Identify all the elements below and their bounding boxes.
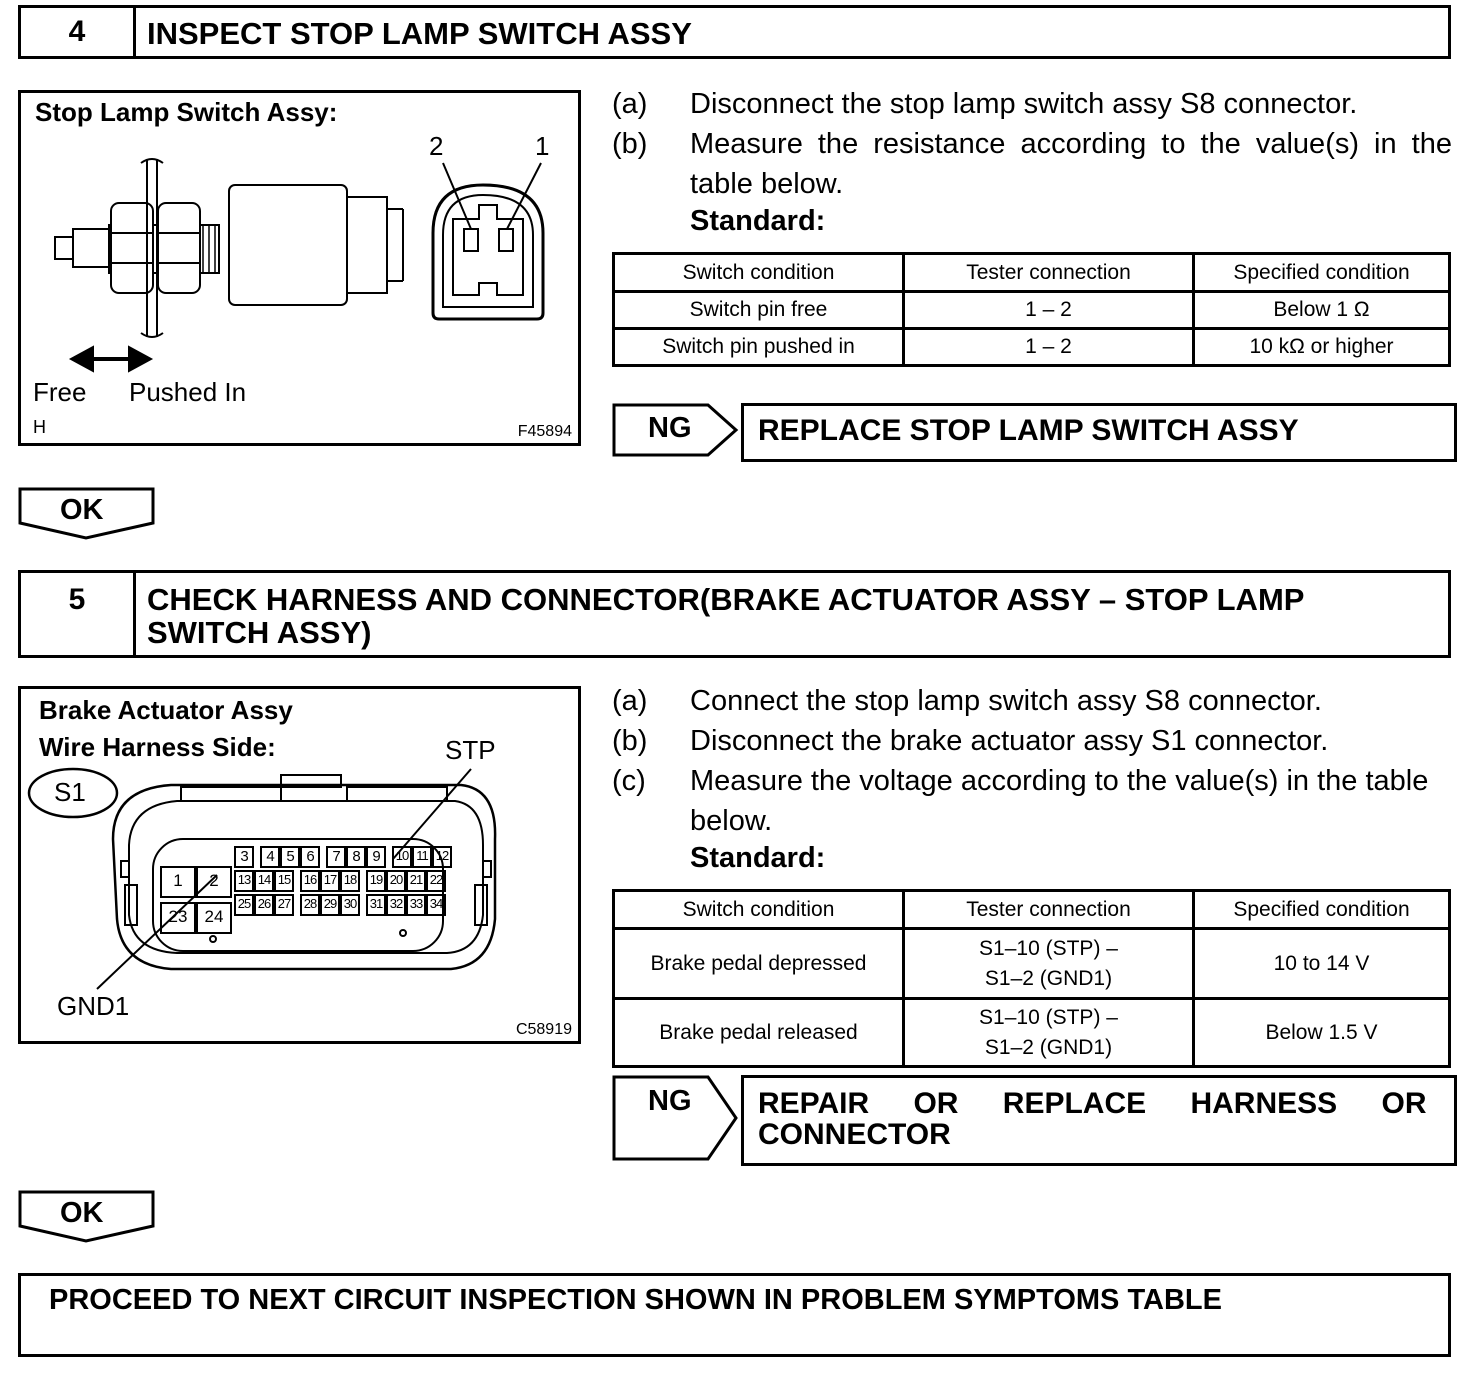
- pin-number: 7: [332, 848, 340, 865]
- table-header: Tester connection: [904, 891, 1194, 929]
- step4-b: (b) Measure the resistance according to the value(s) in the table below.: [612, 128, 1452, 200]
- step5-standard-label: Standard:: [690, 842, 826, 874]
- table-header: Specified condition: [1194, 891, 1450, 929]
- pushed-in-label: Pushed In: [129, 377, 247, 407]
- pin-number: 20: [389, 872, 403, 887]
- step4-ok-label: OK: [60, 494, 104, 526]
- stp-label: STP: [445, 735, 496, 765]
- table-header: Switch condition: [614, 254, 904, 292]
- pin-number: 12: [435, 848, 449, 863]
- pin-number: 27: [277, 896, 291, 911]
- pin-number: 6: [306, 848, 314, 865]
- step4-header: [18, 5, 1451, 59]
- pin-number: 4: [266, 848, 274, 865]
- pin-number: 15: [277, 872, 291, 887]
- step5-ng-action-line1: REPAIR OR REPLACE HARNESS OR: [758, 1087, 1427, 1120]
- step5-a: (a) Connect the stop lamp switch assy S8 connector.: [612, 685, 1322, 717]
- pin-number: 9: [372, 848, 380, 865]
- pin-number: 17: [323, 872, 337, 887]
- table-row: Brake pedal depressed S1–10 (STP) – S1–2 (GND1) 10 to 14 V: [614, 929, 1450, 999]
- step5-title-line1: CHECK HARNESS AND CONNECTOR(BRAKE ACTUATOR ASSY – STOP LAMP: [147, 582, 1305, 617]
- pin-number: 11: [416, 848, 428, 863]
- table-header: Specified condition: [1194, 254, 1450, 292]
- table-row: Switch pin pushed in 1 – 2 10 kΩ or higher: [614, 329, 1450, 366]
- step4-number: 4: [21, 8, 136, 56]
- pin-number: 19: [369, 872, 383, 887]
- step5-header: [18, 570, 1451, 658]
- corner-mark: H: [33, 417, 46, 437]
- figure-title-line2: Wire Harness Side:: [39, 732, 276, 762]
- pin-number: 34: [429, 896, 443, 911]
- step5-title-line2: SWITCH ASSY): [147, 615, 372, 650]
- pin-number: 18: [343, 872, 357, 887]
- pin-number: 5: [286, 848, 294, 865]
- table-row: Brake pedal released S1–10 (STP) – S1–2 (GND1) Below 1.5 V: [614, 999, 1450, 1067]
- pin-number: 2: [209, 871, 219, 890]
- step5-c: (c) Measure the voltage according to the value(s) in the table below.: [612, 765, 1429, 837]
- figure-code: F45894: [517, 423, 572, 440]
- step5-ng-action-box: [741, 1075, 1457, 1166]
- table-header: Switch condition: [614, 891, 904, 929]
- brake-actuator-figure: [18, 686, 581, 1044]
- step5-spec-table: [612, 889, 1451, 1068]
- step4-title: INSPECT STOP LAMP SWITCH ASSY: [147, 16, 692, 51]
- pin-number: 24: [204, 907, 224, 926]
- pin-number: 25: [237, 896, 251, 911]
- pin-1-label: 1: [535, 131, 550, 161]
- stop-lamp-switch-figure: [18, 90, 581, 446]
- step5-ng-label: NG: [648, 1085, 692, 1117]
- step4-standard-label: Standard:: [690, 205, 826, 237]
- free-label: Free: [33, 377, 87, 407]
- stop-lamp-switch-drawing: [21, 93, 578, 443]
- pin-number: 14: [257, 872, 271, 887]
- pin-number: 16: [303, 872, 317, 887]
- pin-number: 10: [395, 848, 409, 863]
- step4-ng-label: NG: [648, 412, 692, 444]
- figure-title-line1: Brake Actuator Assy: [39, 695, 293, 725]
- step4-ng-action-box: [741, 403, 1457, 462]
- step5-b: (b) Disconnect the brake actuator assy S1 connector.: [612, 725, 1329, 757]
- connector-id-label: S1: [54, 777, 86, 807]
- pin-number: 31: [369, 896, 383, 911]
- step4-spec-table: [612, 252, 1451, 367]
- pin-number: 1: [173, 871, 183, 890]
- pin-number: 32: [389, 896, 403, 911]
- table-header: Tester connection: [904, 254, 1194, 292]
- step5-ok-label: OK: [60, 1197, 104, 1229]
- pin-number: 21: [409, 872, 423, 887]
- step4-ng-action: REPLACE STOP LAMP SWITCH ASSY: [758, 414, 1299, 447]
- pin-number: 29: [323, 896, 337, 911]
- pin-number: 22: [429, 872, 443, 887]
- pin-number: 23: [168, 907, 188, 926]
- figure-title: Stop Lamp Switch Assy:: [35, 97, 338, 127]
- step5-ng-action-line2: CONNECTOR: [758, 1118, 951, 1151]
- pin-number: 13: [237, 872, 251, 887]
- gnd1-label: GND1: [57, 991, 130, 1021]
- pin-number: 28: [303, 896, 317, 911]
- table-row: Switch pin free 1 – 2 Below 1 Ω: [614, 292, 1450, 329]
- pin-number: 3: [240, 848, 248, 865]
- pin-number: 8: [352, 848, 360, 865]
- step4-a: (a) Disconnect the stop lamp switch assy S8 connector.: [612, 88, 1358, 120]
- final-instruction: PROCEED TO NEXT CIRCUIT INSPECTION SHOWN IN PROBLEM SYMPTOMS TABLE: [49, 1284, 1222, 1316]
- step5-number: 5: [21, 573, 136, 655]
- final-instruction-box: [18, 1273, 1451, 1357]
- pin-number: 33: [409, 896, 423, 911]
- pin-number: 30: [343, 896, 357, 911]
- pin-2-label: 2: [429, 131, 444, 161]
- pin-number: 26: [257, 896, 271, 911]
- figure-code: C58919: [515, 1021, 572, 1038]
